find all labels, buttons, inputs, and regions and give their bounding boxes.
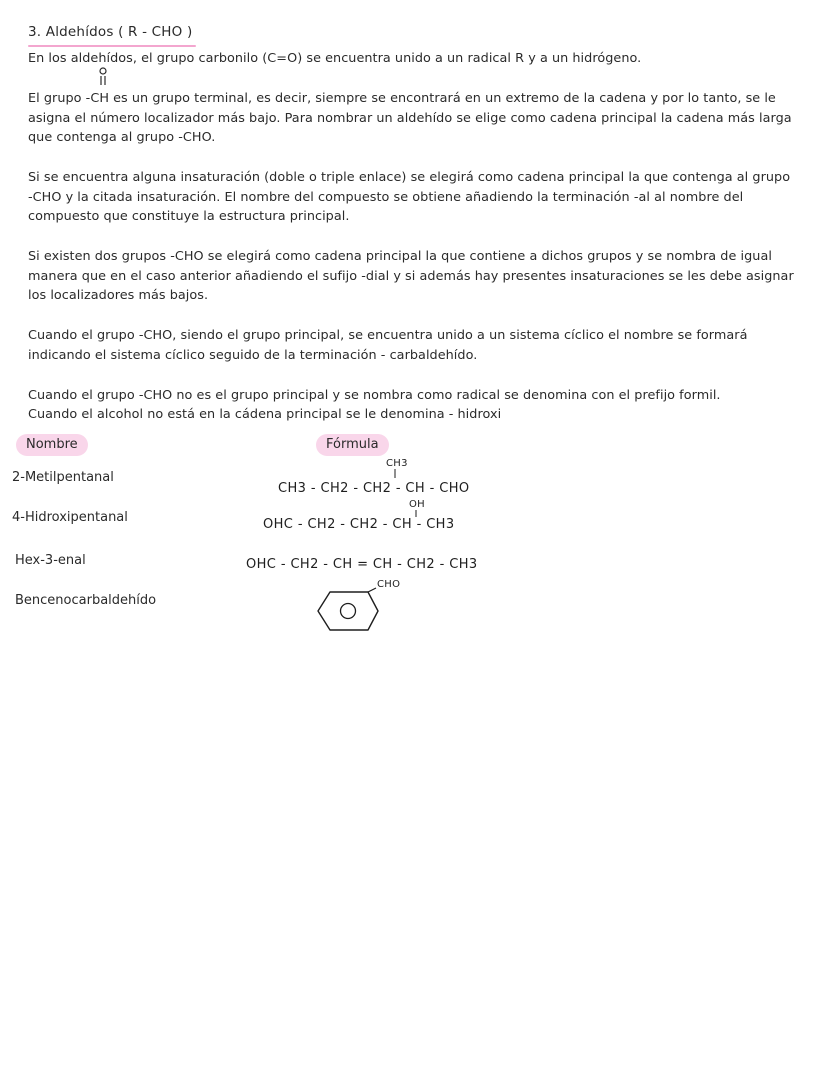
paragraph-3: Si se encuentra alguna insaturación (doble o triple enlace) se elegirá como cadena principal la que contenga al grupo -CHO y la citada insaturación. El nombre del compuesto se obtiene añadiendo la terminación -al al nombre del compuesto que constituye la estructura principal.: [28, 170, 791, 225]
formula-4-substituent: CHO: [377, 579, 401, 590]
title-underline: [28, 45, 196, 47]
paragraph-5: Cuando el grupo -CHO, siendo el grupo principal, se encuentra unido a un sistema cíclico el nombre se formará indicando el sistema cíclico seguido de la terminación - carbaldehído.: [28, 328, 748, 363]
formula-1-substituent: CH3: [386, 458, 408, 469]
formula-2-chain: OHC - CH2 - CH2 - CH - CH3: [263, 517, 455, 532]
paragraph-6b: Cuando el alcohol no está en la cádena principal se le denomina - hidroxi: [28, 407, 502, 422]
paragraph-4: Si existen dos grupos -CHO se elegirá como cadena principal la que contiene a dichos grupos y se nombra de igual manera que en el caso anterior añadiendo el sufijo -dial y si además hay presentes insaturaciones se les debe asignar los localizadores más bajos.: [28, 249, 794, 304]
paragraph-6a: Cuando el grupo -CHO no es el grupo principal y se nombra como radical se denomina con el prefijo formil.: [28, 388, 721, 403]
compound-name-2: 4-Hidroxipentanal: [12, 510, 128, 525]
benzene-ring-icon: [312, 586, 382, 636]
column-header-nombre: Nombre: [16, 434, 88, 456]
carbonyl-oxygen-mark: [97, 66, 109, 88]
compound-name-4: Bencenocarbaldehído: [15, 593, 157, 608]
page-title: 3. Aldehídos ( R - CHO ): [28, 24, 193, 40]
formula-1-chain: CH3 - CH2 - CH2 - CH - CHO: [278, 481, 470, 496]
compound-name-3: Hex-3-enal: [15, 553, 86, 568]
formula-1-bond: [393, 469, 397, 479]
column-header-formula: Fórmula: [316, 434, 389, 456]
paragraph-1: En los aldehídos, el grupo carbonilo (C=O) se encuentra unido a un radical R y a un hidrógeno.: [28, 51, 642, 66]
paragraph-2: El grupo -CH es un grupo terminal, es decir, siempre se encontrará en un extremo de la cadena y por lo tanto, se le asigna el número localizador más bajo. Para nombrar un aldehído se elige como cadena principal la cadena más larga que contenga al grupo -CHO.: [28, 91, 792, 146]
compound-name-1: 2-Metilpentanal: [12, 470, 114, 485]
formula-2-substituent: OH: [409, 499, 425, 510]
formula-3-chain: OHC - CH2 - CH = CH - CH2 - CH3: [246, 557, 478, 572]
